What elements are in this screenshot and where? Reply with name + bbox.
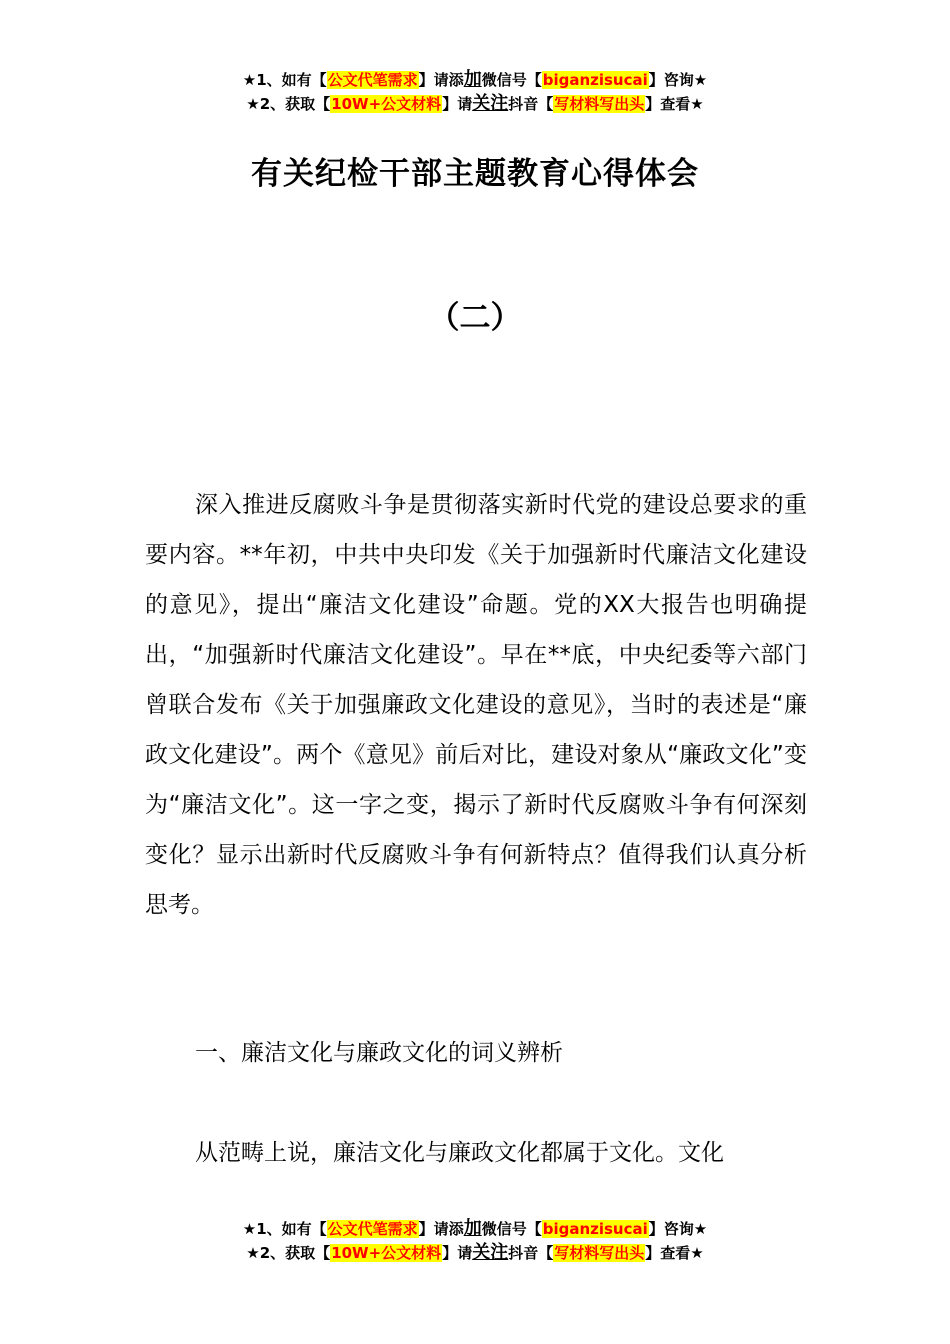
document-title: 有关纪检干部主题教育心得体会	[251, 156, 699, 192]
banner-highlight: 写材料写出头	[554, 95, 645, 113]
banner-highlight: biganzisucai	[542, 71, 648, 89]
banner-text: 】咨询★	[648, 1220, 708, 1238]
footer-banner	[0, 1217, 950, 1265]
banner-text: 】请添	[418, 71, 464, 89]
header-banner-line-1	[0, 68, 950, 92]
footer-banner-line-2	[0, 1241, 950, 1265]
header-banner-line-2	[0, 92, 950, 116]
banner-highlight: 公文代笔需求	[327, 71, 418, 89]
banner-text: 】请	[442, 1244, 473, 1262]
document-subtitle: （二）	[428, 300, 522, 336]
header-banner	[0, 68, 950, 116]
banner-text: 】查看★	[645, 95, 704, 113]
banner-text: 】查看★	[645, 1244, 704, 1262]
banner-text: 】咨询★	[648, 71, 708, 89]
banner-text: ★2、获取【	[246, 1244, 331, 1262]
banner-highlight: biganzisucai	[542, 1220, 648, 1238]
banner-highlight: 10W+公文材料	[331, 1244, 442, 1262]
banner-text: 抖音【	[508, 1244, 554, 1262]
banner-text: ★1、如有【	[242, 1220, 327, 1238]
banner-text: ★2、获取【	[246, 95, 331, 113]
banner-emphasis: 关注	[472, 93, 509, 114]
banner-emphasis: 关注	[472, 1242, 509, 1263]
body-paragraph-2: 从范畴上说，廉洁文化与廉政文化都属于文化。文化	[195, 1140, 724, 1166]
section-heading-1: 一、廉洁文化与廉政文化的词义辨析	[195, 1040, 563, 1066]
footer-banner-line-1	[0, 1217, 950, 1241]
body-paragraph-1: 深入推进反腐败斗争是贯彻落实新时代党的建设总要求的重要内容。**年初，中共中央印发《关于加强新时代廉洁文化建设的意见》，提出“廉洁文化建设”命题。党的XX大报告也明确提出，“加强新时代廉洁文化建设”。早在**底，中央纪委等六部门曾联合发布《关于加强廉政文化建设的意见》，当时的表述是“廉政文化建设”。两个《意见》前后对比，建设对象从“廉政文化”变为“廉洁文化”。这一字之变，揭示了新时代反腐败斗争有何深刻变化？显示出新时代反腐败斗争有何新特点？值得我们认真分析思考。	[145, 492, 807, 918]
banner-text: 】请	[442, 95, 473, 113]
banner-text: 】请添	[418, 1220, 464, 1238]
banner-text: 微信号【	[481, 71, 542, 89]
banner-text: 微信号【	[481, 1220, 542, 1238]
banner-highlight: 10W+公文材料	[331, 95, 442, 113]
banner-highlight: 公文代笔需求	[327, 1220, 418, 1238]
banner-highlight: 写材料写出头	[554, 1244, 645, 1262]
banner-text: 抖音【	[508, 95, 554, 113]
banner-text: ★1、如有【	[242, 71, 327, 89]
banner-emphasis: 加	[463, 1218, 482, 1239]
banner-emphasis: 加	[463, 69, 482, 90]
